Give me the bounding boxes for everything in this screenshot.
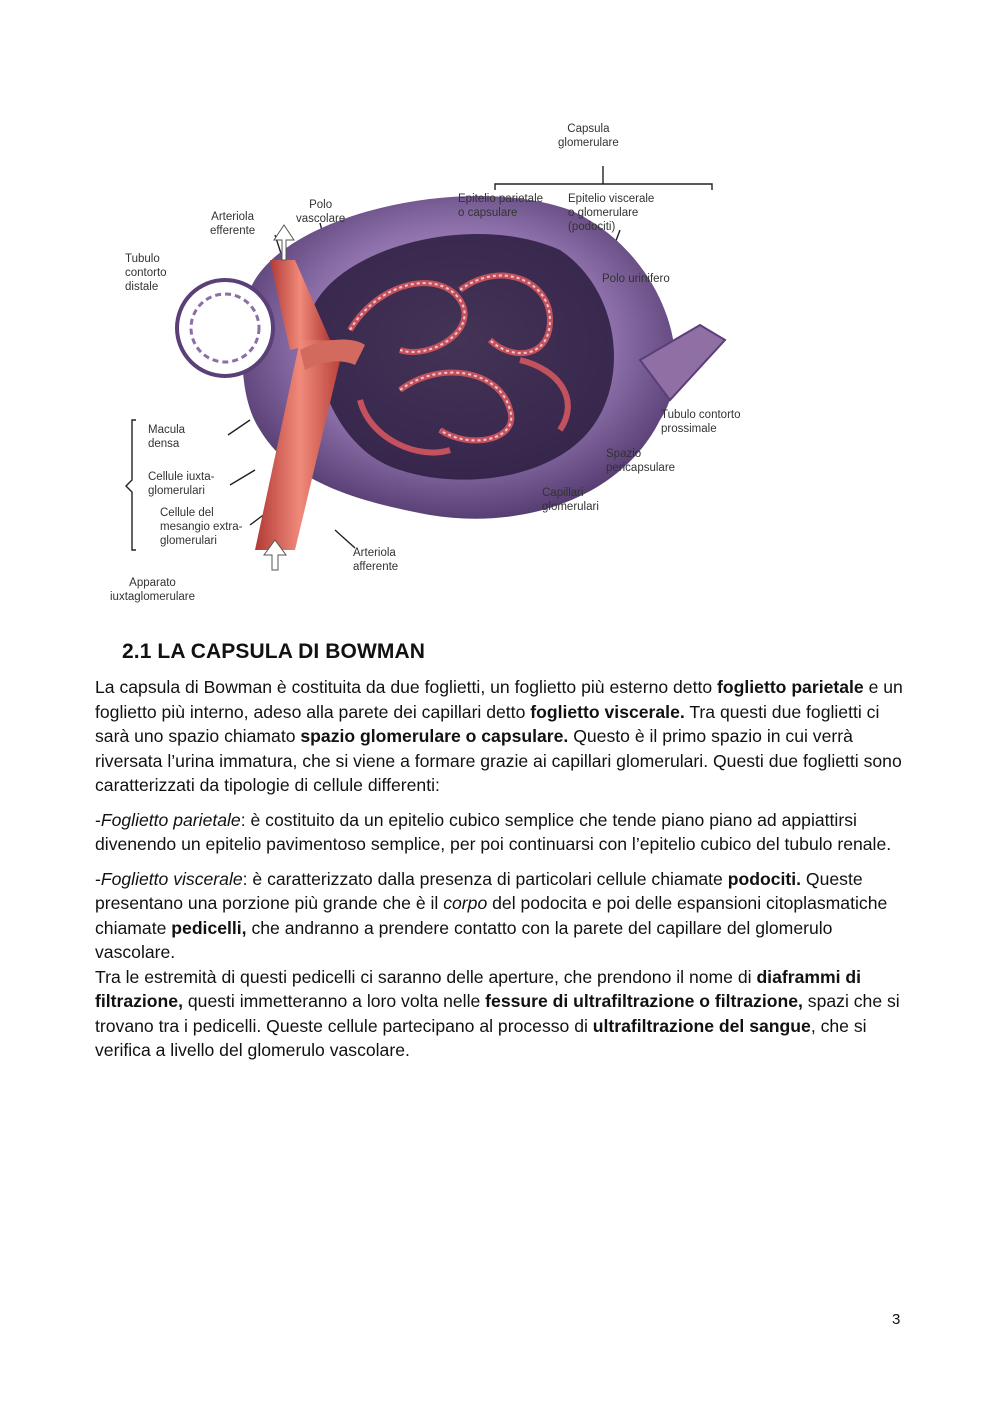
label-tubulo-distale: Tubulo contorto distale [125,253,167,293]
glomerulus-figure [100,100,740,615]
page-number: 3 [892,1311,901,1328]
paragraph-foglietto-viscerale: -Foglietto viscerale: è caratterizzato dalla presenza di particolari cellule chiamate podociti. Queste presentano una porzione più grande che è il corpo del podocita e poi delle espansioni citoplasmatiche chiamate pedicelli, che andranno a prendere contatto con la parete del capillare del glomerulo vascolare. [95,868,888,962]
label-polo-vascolare: Polo vascolare [296,199,346,225]
body-text [95,675,915,1073]
label-epitelio-parietale: Epitelio parietale o capsulare [458,193,544,219]
paragraph-pedicelli: Tra le estremità di questi pedicelli ci saranno delle aperture, che prendono il nome di diaframmi di filtrazione, questi immetteranno a loro volta nelle fessure di ultrafiltrazione o filtrazione, spazi che si trovano tra i pedicelli. Queste cellule partecipano al processo di ultrafiltrazione del sangue, che si verifica a livello del glomerulo vascolare. [95,966,900,1060]
label-cellule-iuxta: Cellule iuxta- glomerulari [148,471,215,497]
label-macula-densa: Macula densa [148,424,186,450]
label-epitelio-viscerale: Epitelio viscerale o glomerulare (podociti) [568,193,655,233]
paragraph-intro: La capsula di Bowman è costituita da due foglietti, un foglietto più esterno detto foglietto parietale e un foglietto più interno, adeso alla parete dei capillari detto foglietto viscerale. Tra questi due foglietti ci sarà uno spazio chiamato spazio glomerulare o capsulare. Questo è il primo spazio in cui verrà riversata l’urina immatura, che si viene a formare grazie ai capillari glomerulari. Questi due foglietti sono caratterizzati da tipologie di cellule differenti: [95,677,903,795]
section-heading: 2.1 LA CAPSULA DI BOWMAN [122,640,426,663]
label-tubulo-prossimale: Tubulo contorto prossimale [661,409,741,435]
label-cellule-mesangio: Cellule del mesangio extra- glomerulari [160,507,243,547]
label-capillari-glomerulari: Capillari glomerulari [542,487,599,513]
label-arteriola-afferente: Arteriola afferente [353,547,399,573]
label-spazio-pericapsulare: Spazio pericapsulare [606,448,676,474]
label-capsula-glomerulare: Capsula glomerulare [558,123,619,149]
paragraph-foglietto-parietale: -Foglietto parietale: è costituito da un epitelio cubico semplice che tende piano piano ad appiattirsi divenendo un epitelio pavimentoso semplice, per poi continuarsi con l’epitelio cubico del tubulo renale. [95,809,892,854]
label-apparato-iuxtaglomerulare: Apparato iuxtaglomerulare [110,577,196,603]
label-arteriola-efferente: Arteriola efferente [210,211,256,237]
label-polo-urinifero: Polo urinifero [602,273,670,285]
